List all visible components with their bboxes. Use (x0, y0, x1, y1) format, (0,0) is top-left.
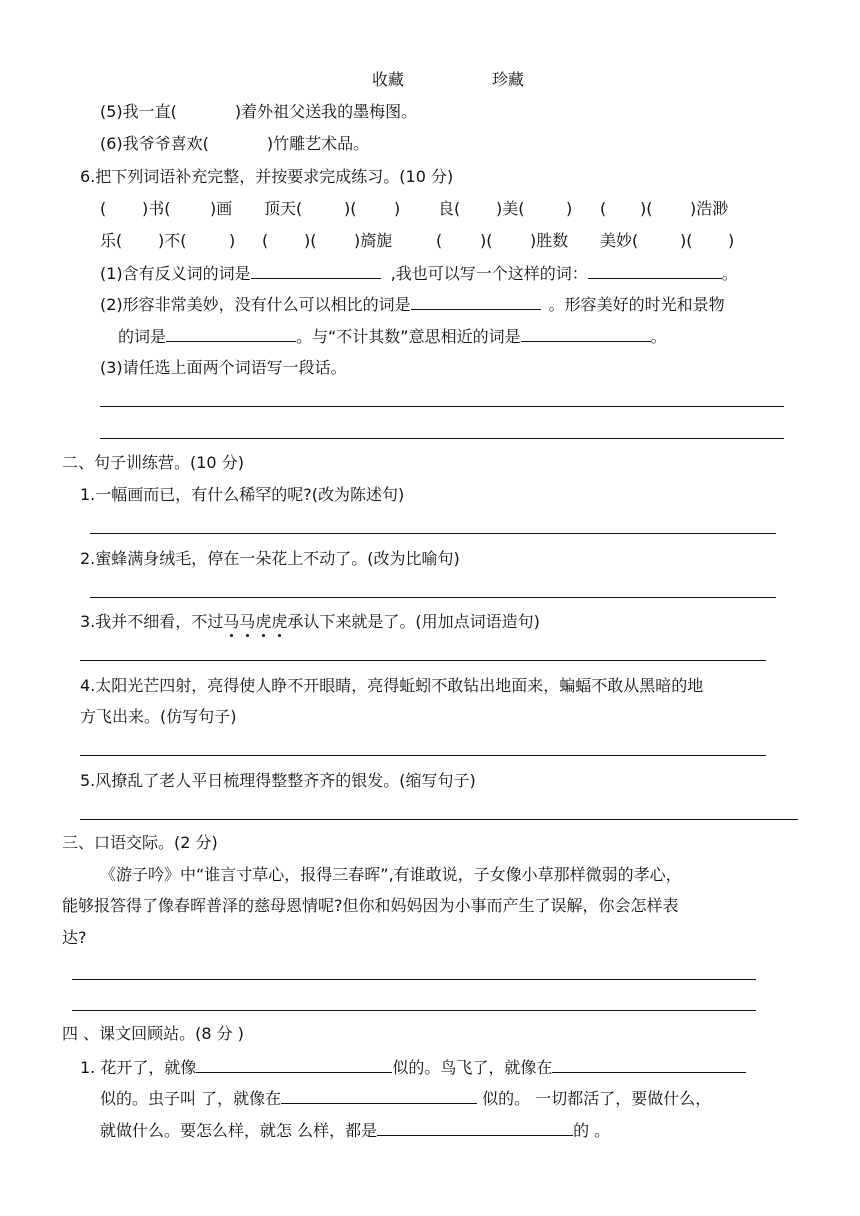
answer-blank[interactable] (251, 262, 381, 279)
answer-line[interactable] (100, 438, 784, 439)
q6-sub2-line1: (2)形容非常美妙，没有什么可以相比的词是 。形容美好的时光和景物 (100, 295, 725, 314)
q6-sub3: (3)请任选上面两个词语写一段话。 (100, 358, 347, 377)
s4-line3: 就做什么。要怎么样，就怎 么样，都是 的 。 (100, 1121, 611, 1140)
answer-line[interactable] (72, 979, 756, 980)
s2-q1: 1.一幅画而已，有什么稀罕的呢?(改为陈述句) (80, 485, 405, 504)
answer-blank[interactable] (588, 262, 722, 279)
answer-blank[interactable] (521, 325, 651, 342)
answer-line[interactable] (80, 755, 766, 756)
q6-sub1: (1)含有反义词的词是 ,我也可以写一个这样的词： 。 (100, 264, 738, 283)
answer-line[interactable] (100, 406, 784, 407)
fill-item-6: (6)我爷爷喜欢( )竹雕艺术品。 (100, 134, 370, 153)
answer-line[interactable] (72, 1010, 756, 1011)
word-zhencang: 珍藏 (492, 70, 525, 89)
s4-line2: 似的。虫子叫 了，就像在 似的。 一切都活了，要做什么， (100, 1089, 712, 1108)
s3-line3: 达? (62, 928, 87, 947)
s2-q5: 5.风撩乱了老人平日梳理得整整齐齐的银发。(缩写句子) (80, 771, 476, 790)
answer-blank[interactable] (411, 293, 541, 310)
word-shoucang: 收藏 (372, 70, 405, 89)
s2-q4-line2: 方飞出来。(仿写句子) (80, 707, 237, 726)
fill-item-5: (5)我一直( )着外祖父送我的墨梅图。 (100, 102, 418, 121)
answer-blank[interactable] (552, 1056, 746, 1073)
s2-q2: 2.蜜蜂满身绒毛，停在一朵花上不动了。(改为比喻句) (80, 549, 460, 568)
s2-q4-line1: 4.太阳光芒四射，亮得使人睁不开眼睛，亮得蚯蚓不敢钻出地面来，蝙蝠不敢从黑暗的地 (80, 676, 704, 695)
section2-title: 二、句子训练营。(10 分) (62, 453, 244, 472)
answer-blank[interactable] (377, 1119, 573, 1136)
answer-line[interactable] (80, 660, 766, 661)
answer-blank[interactable] (196, 1056, 392, 1073)
answer-line[interactable] (90, 597, 776, 598)
q6-title: 6.把下列词语补充完整，并按要求完成练习。(10 分) (80, 167, 454, 186)
s4-line1: 1. 花开了，就像 似的。鸟飞了，就像在 (80, 1056, 746, 1079)
s3-line1: 《游子吟》中“谁言寸草心，报得三春晖”,有谁敢说，子女像小草那样微弱的孝心， (100, 865, 682, 884)
answer-blank[interactable] (281, 1087, 477, 1104)
section3-title: 三、口语交际。(2 分) (62, 833, 218, 852)
s3-line2: 能够报答得了像春晖普泽的慈母恩情呢?但你和妈妈因为小事而产生了误解，你会怎样表 (62, 896, 679, 915)
answer-blank[interactable] (166, 325, 296, 342)
section4-title: 四 、课文回顾站。(8 分 ) (62, 1024, 244, 1043)
q6-sub2-line2: 的词是 。与“不计其数”意思相近的词是 。 (118, 327, 667, 346)
s2-q3: 3.我并不细看，不过马马虎虎承认下来就是了。(用加点词语造句) (80, 612, 540, 631)
answer-line[interactable] (90, 533, 776, 534)
answer-line[interactable] (80, 819, 798, 820)
